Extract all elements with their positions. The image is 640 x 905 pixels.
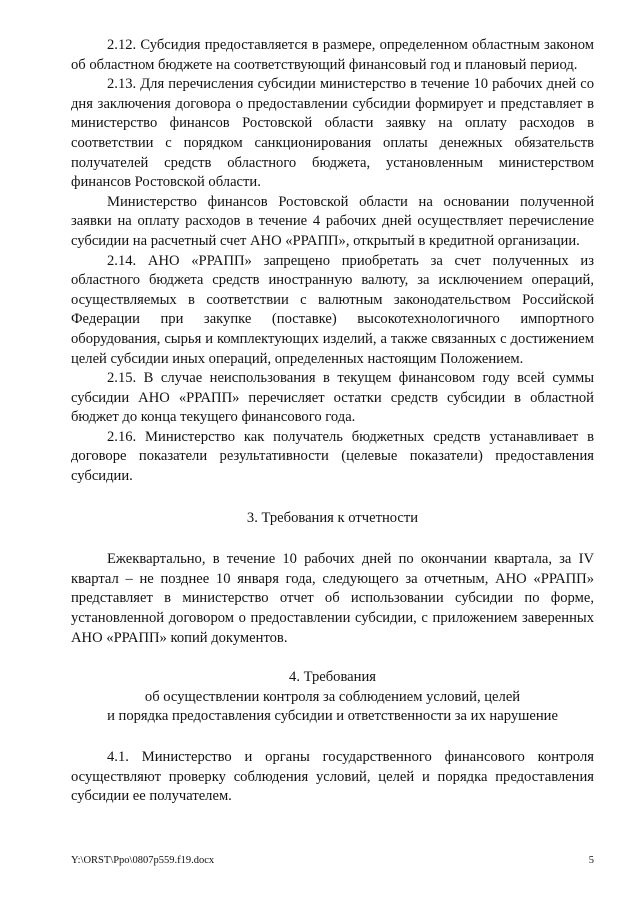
footer-file-path: Y:\ORST\Ppo\0807p559.f19.docx [71,855,215,866]
paragraph-2-16: 2.16. Министерство как получатель бюджетных средств устанавливает в договоре показатели результативности (целевые показатели) предоставления субсидии. [71,428,594,485]
paragraph-2-12: 2.12. Субсидия предоставляется в размере, определенном областным законом об областном бюджете на соответствующий финансовый год и плановый период. [71,37,594,73]
section-4-heading-line-1: 4. Требования [289,669,376,686]
section-4-heading-line-3: и порядка предоставления субсидии и ответственности за их нарушение [107,708,558,725]
paragraph-2-13-transfer: Министерство финансов Ростовской области на основании полученной заявки на оплату расходов в течение 4 рабочих дней осуществляет перечисление субсидии на расчетный счет АНО «РРАПП», открытый в кредитной организации. [71,193,594,249]
paragraph-2-13: 2.13. Для перечисления субсидии министерство в течение 10 рабочих дней со дня заключения договора о предоставлении субсидии формирует и представляет в министерство финансов Ростовской области заявку на оплату расходов в соответствии с порядком санкционирования оплаты денежных обязательств получателей средств областного бюджета, установленным министерством финансов Ростовской области. [71,76,594,191]
paragraph-4-1: 4.1. Министерство и органы государственного финансового контроля осуществляют проверку соблюдения условий, целей и порядка предоставления субсидии ее получателем. [71,749,594,805]
paragraph-2-14: 2.14. АНО «РРАПП» запрещено приобретать за счет полученных из областного бюджета средств иностранную валюту, за исключением операций, осуществляемых в соответствии с валютным законодательством Российской Федерации при закупке (поставке) высокотехнологичного импортного оборудования, сырья и комплектующих изделий, а также связанных с достижением целей субсидии иных операций, определенных настоящим Положением. [71,252,594,367]
section-3-heading: 3. Требования к отчетности [246,509,419,526]
section-4-heading-line-2: об осуществлении контроля за соблюдением условий, целей [144,688,521,705]
page-number: 5 [588,855,594,866]
paragraph-2-15: 2.15. В случае неиспользования в текущем финансовом году всей суммы субсидии АНО «РРАПП» перечисляет остатки средств субсидии в областной бюджет до конца текущего финансового года. [71,370,594,426]
document-page [71,36,594,807]
section-4-heading [71,668,594,727]
section-3-paragraph: Ежеквартально, в течение 10 рабочих дней по окончании квартала, за IV квартал – не позднее 10 января года, следующего за отчетным, АНО «РРАПП» представляет в министерство отчет об использовании субсидии по форме, установленной договором о предоставлении субсидии, с приложением заверенных АНО «РРАПП» копий документов. [71,551,594,646]
